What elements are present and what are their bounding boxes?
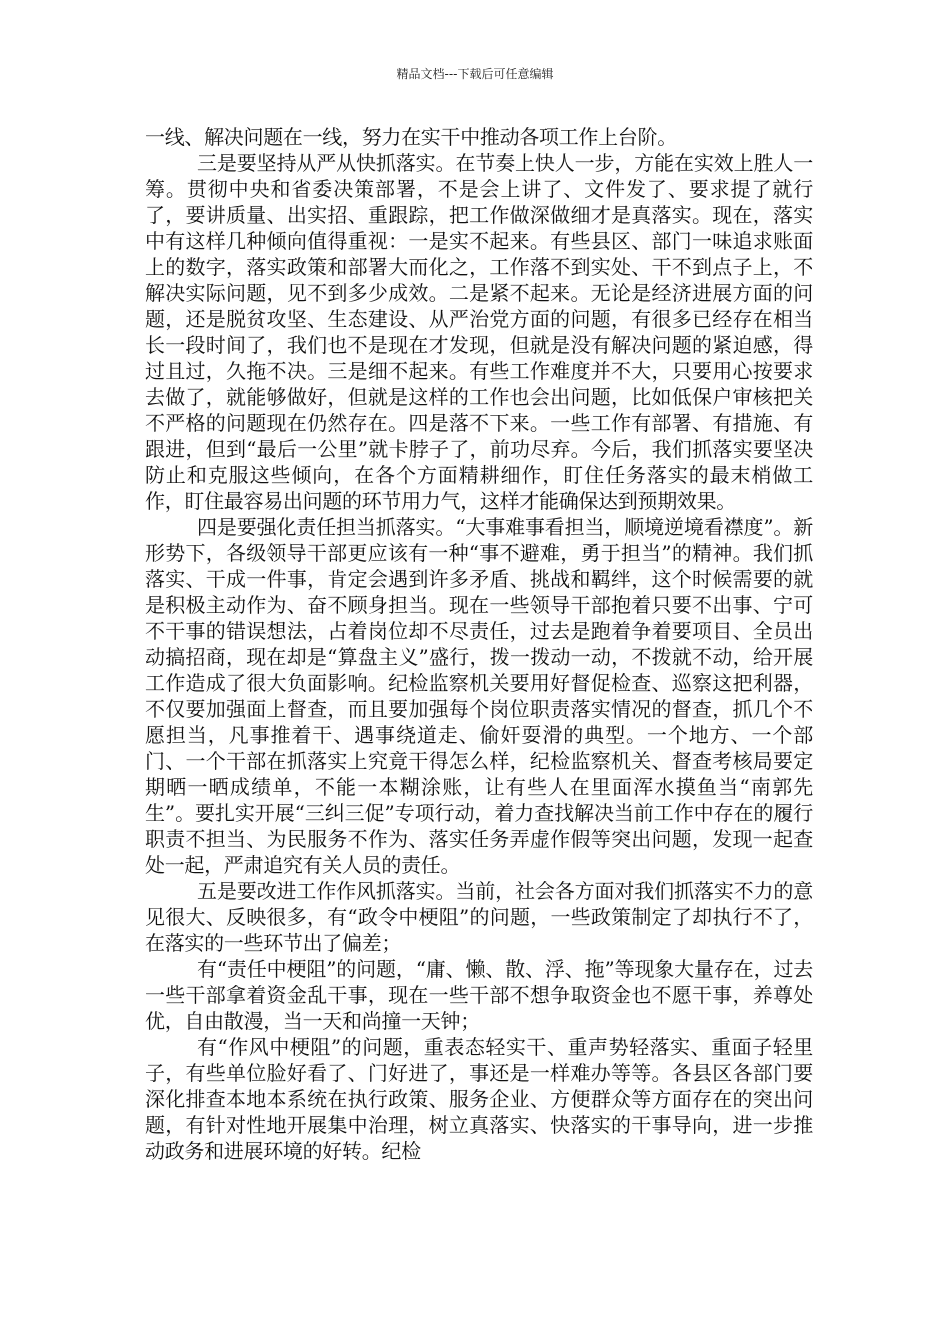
paragraph-point-three: 三是要坚持从严从快抓落实。在节奏上快人一步，方能在实效上胜人一筹。贯彻中央和省委决策部署，不是会上讲了、文件发了、要求提了就行了，要讲质量、出实招、重跟踪，把工作做深做细才是真落实。现在，落实中有这样几种倾向值得重视：一是实不起来。有些县区、部门一味追求账面上的数字，落实政策和部署大而化之，工作落不到实处、干不到点子上，不解决实际问题，见不到多少成效。二是紧不起来。无论是经济进展方面的问题，还是脱贫攻坚、生态建设、从严治党方面的问题，有很多已经存在相当长一段时间了，我们也不是现在才发现，但就是没有解决问题的紧迫感，得过且过，久拖不决。三是细不起来。有些工作难度并不大，只要用心按要求去做了，就能够做好，但就是这样的工作也会出问题，比如低保户审核把关不严格的问题现在仍然存在。四是落不下来。一些工作有部署、有措施、有跟进，但到“最后一公里”就卡脖子了，前功尽弃。今后，我们抓落实要坚决防止和克服这些倾向，在各个方面精耕细作，盯住任务落实的最末梢做工作，盯住最容易出问题的环节用力气，这样才能确保达到预期效果。	[145, 151, 813, 513]
paragraph-style-obstruction: 有“作风中梗阻”的问题，重表态轻实干、重声势轻落实、重面子轻里子，有些单位脸好看了、门好进了，事还是一样难办等等。各县区各部门要深化排查本地本系统在执行政策、服务企业、方便群众等方面存在的突出问题，有针对性地开展集中治理，树立真落实、快落实的干事导向，进一步推动政务和进展环境的好转。纪检	[145, 1035, 813, 1163]
paragraph-continuation: 一线、解决问题在一线，努力在实干中推动各项工作上台阶。	[145, 125, 677, 149]
paragraph-point-four: 四是要强化责任担当抓落实。“大事难事看担当，顺境逆境看襟度”。新形势下，各级领导干部更应该有一种“事不避难，勇于担当”的精神。我们抓落实、干成一件事，肯定会遇到许多矛盾、挑战和羁绊，这个时候需要的就是积极主动作为、奋不顾身担当。现在一些领导干部抱着只要不出事、宁可不干事的错误想法，占着岗位却不尽责任，过去是跑着争着要项目、全员出动搞招商，现在却是“算盘主义”盛行，拨一拨动一动，不拨就不动，给开展工作造成了很大负面影响。纪检监察机关要用好督促检查、巡察这把利器，不仅要加强面上督查，而且要加强每个岗位职责落实情况的督查，抓几个不愿担当，凡事推着干、遇事绕道走、偷奸耍滑的典型。一个地方、一个部门、一个干部在抓落实上究竟干得怎么样，纪检监察机关、督查考核局要定期晒一晒成绩单，不能一本糊涂账，让有些人在里面浑水摸鱼当“南郭先生”。要扎实开展“三纠三促”专项行动，着力查找解决当前工作中存在的履行职责不担当、为民服务不作为、落实任务弄虚作假等突出问题，发现一起查处一起，严肃追究有关人员的责任。	[145, 515, 813, 877]
page-header: 精品文档---下载后可任意编辑	[396, 67, 554, 81]
paragraph-responsibility-obstruction: 有“责任中梗阻”的问题，“庸、懒、散、浮、拖”等现象大量存在，过去一些干部拿着资金乱干事，现在一些干部不想争取资金也不愿干事，养尊处优，自由散漫，当一天和尚撞一天钟；	[145, 957, 813, 1033]
paragraph-point-five: 五是要改进工作作风抓落实。当前，社会各方面对我们抓落实不力的意见很大、反映很多，有“政令中梗阻”的问题，一些政策制定了却执行不了，在落实的一些环节出了偏差；	[145, 879, 813, 955]
document-body	[145, 124, 813, 1164]
